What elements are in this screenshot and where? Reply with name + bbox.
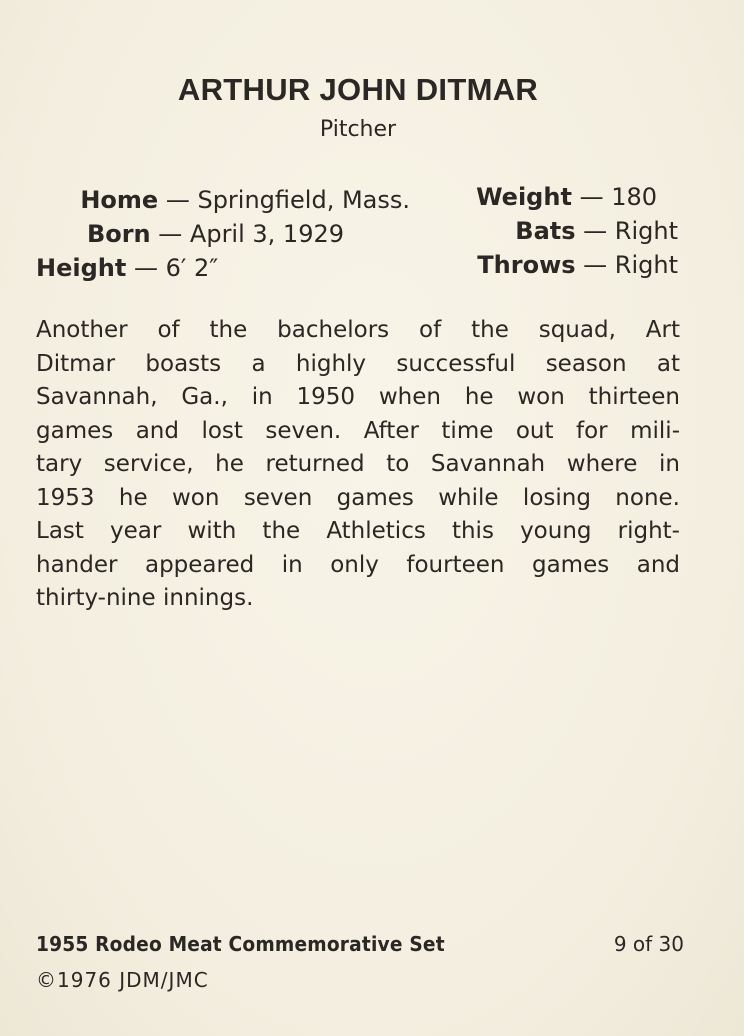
- bio-line: hander appeared in only fourteen games and: [36, 551, 680, 578]
- stat-throws: [477, 251, 678, 279]
- bio-line: tary service, he returned to Savannah where in: [36, 451, 680, 477]
- stat-throws-value: — Right: [583, 251, 678, 279]
- set-name: 1955 Rodeo Meat Commemorative Set: [36, 932, 445, 956]
- bio-line: Savannah, Ga., in 1950 when he won thirteen: [36, 384, 680, 410]
- stat-bats: [515, 217, 678, 245]
- bio-line: Last year with the Athletics this young right-: [36, 518, 680, 544]
- stat-born-label: Born: [86, 220, 151, 248]
- player-biography: [36, 314, 680, 616]
- stat-weight-value: — 180: [579, 183, 657, 211]
- stat-home: [80, 186, 410, 214]
- bio-line: thirty-nine innings.: [36, 585, 254, 611]
- stat-born-value: — April 3, 1929: [158, 220, 344, 248]
- copyright-notice: ©1976 JDM/JMC: [36, 968, 209, 992]
- stat-throws-label: Throws: [477, 251, 576, 279]
- stat-bats-label: Bats: [515, 217, 576, 245]
- player-name: ARTHUR JOHN DITMAR: [177, 72, 539, 107]
- stat-height-value: — 6′ 2″: [133, 254, 219, 282]
- stat-born: [87, 220, 344, 248]
- bio-line: Ditmar boasts a highly successful season at: [36, 350, 680, 377]
- bio-line: games and lost seven. After time out for mili-: [36, 417, 680, 444]
- stat-weight: [476, 183, 657, 211]
- card-number: 9 of 30: [613, 932, 684, 956]
- stat-height: [36, 254, 218, 282]
- stat-bats-value: — Right: [583, 217, 678, 245]
- bio-line: Another of the bachelors of the squad, Art: [36, 317, 680, 343]
- player-position: Pitcher: [319, 117, 397, 142]
- stat-home-label: Home: [80, 186, 159, 214]
- stat-height-label: Height: [36, 254, 127, 282]
- stat-home-value: — Springfield, Mass.: [165, 186, 410, 214]
- stat-weight-label: Weight: [476, 183, 572, 211]
- bio-line: 1953 he won seven games while losing none.: [36, 484, 680, 511]
